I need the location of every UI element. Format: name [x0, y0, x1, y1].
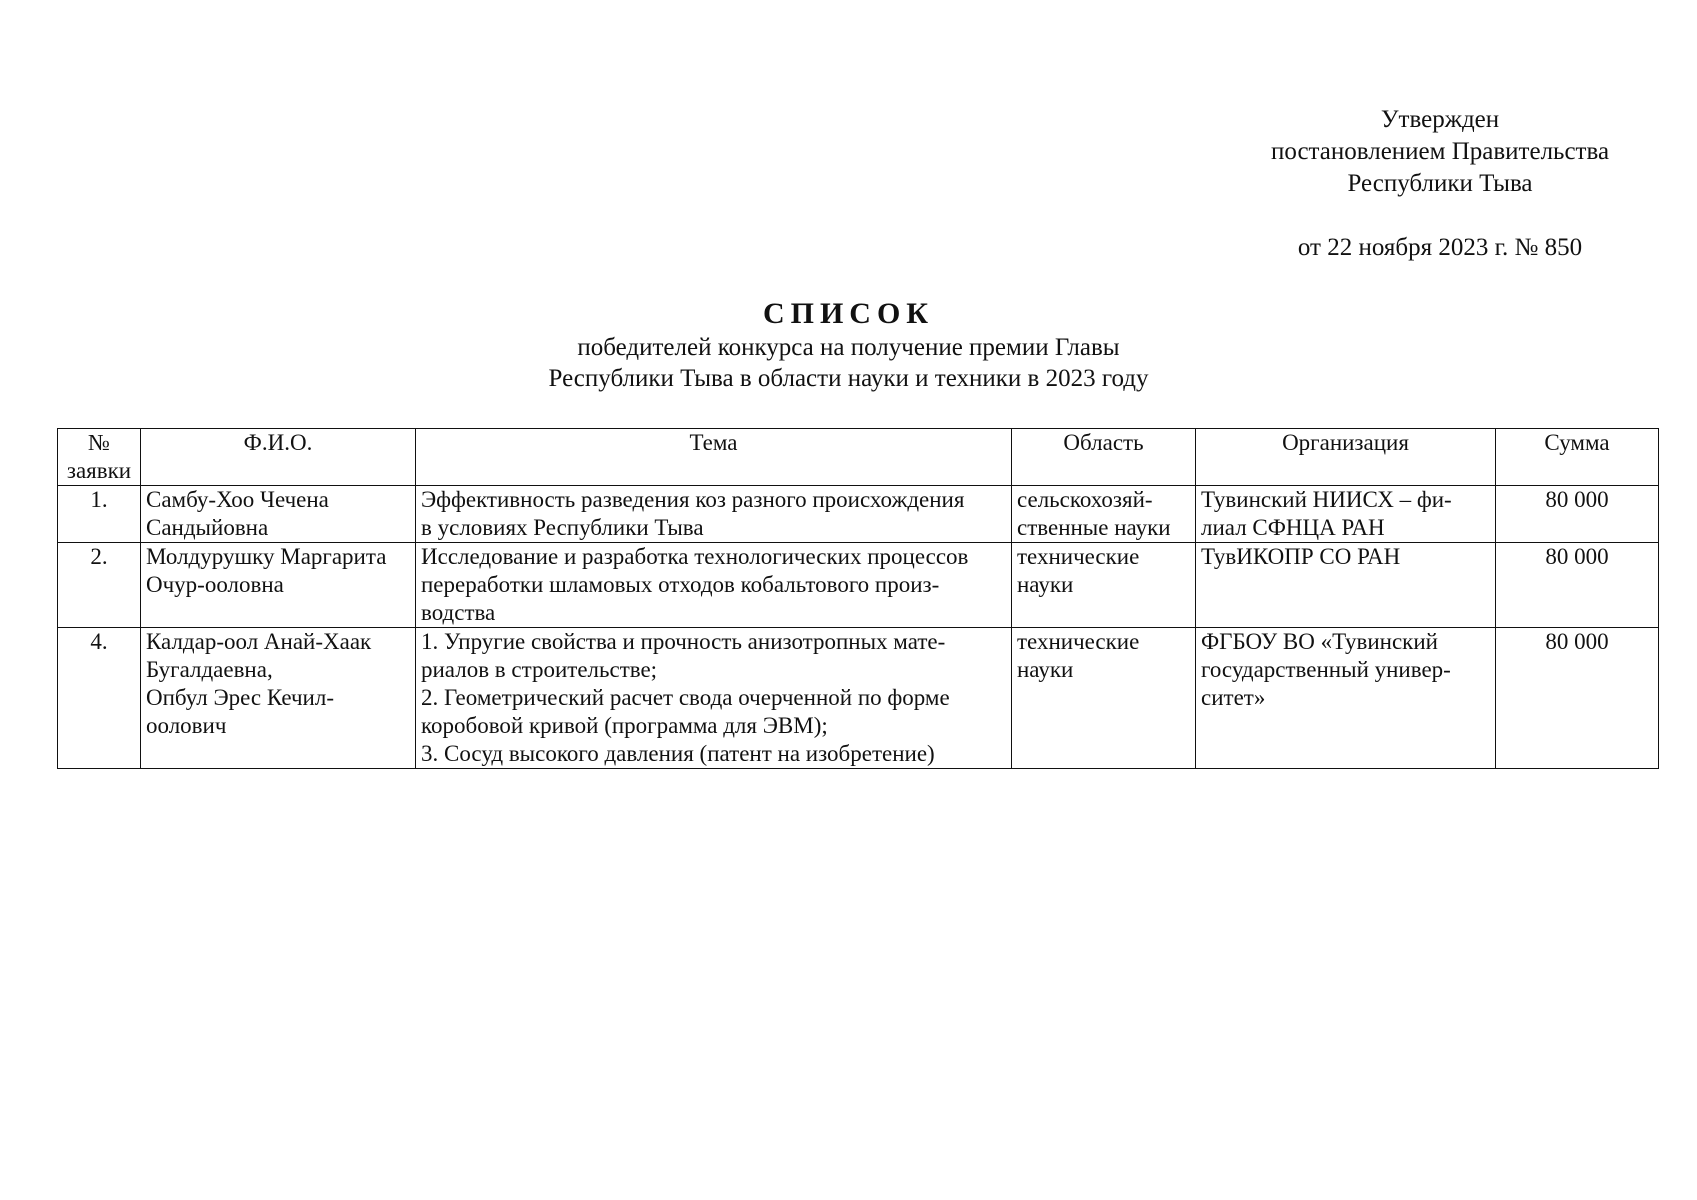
cell-full-name — [141, 486, 416, 543]
cell-field-line: технические — [1017, 629, 1140, 654]
cell-field — [1012, 628, 1196, 769]
cell-full-name-line: Калдар-оол Анай-Хаак — [146, 629, 372, 654]
winners-table — [57, 428, 1659, 769]
header-topic: Тема — [416, 429, 1012, 486]
approval-stamp — [1240, 104, 1640, 200]
cell-full-name-line: Опбул Эрес Кечил- — [146, 685, 334, 710]
cell-organization-line: ФГБОУ ВО «Тувинский — [1201, 629, 1438, 654]
cell-field — [1012, 486, 1196, 543]
cell-organization — [1196, 486, 1496, 543]
cell-field-line: ственные науки — [1017, 515, 1171, 540]
cell-application-number: 2. — [58, 543, 141, 628]
table-header-row — [58, 429, 1659, 486]
cell-organization-line: ТувИКОПР СО РАН — [1201, 544, 1401, 569]
cell-field-line: сельскохозяй- — [1017, 487, 1153, 512]
cell-organization-line: государственный универ- — [1201, 657, 1451, 682]
approval-line-republic: Республики Тыва — [1347, 170, 1533, 197]
cell-topic-line: в условиях Республики Тыва — [421, 515, 704, 540]
cell-full-name-line: Очур-ооловна — [146, 572, 284, 597]
cell-amount: 80 000 — [1496, 486, 1659, 543]
approval-line-approved: Утвержден — [1380, 106, 1500, 133]
cell-full-name-line: Молдурушку Маргарита — [146, 544, 387, 569]
table-body — [58, 486, 1659, 769]
cell-topic-line: Исследование и разработка технологических процессов — [421, 544, 969, 569]
cell-full-name-line: Бугалдаевна, — [146, 657, 273, 682]
cell-topic-line: 1. Упругие свойства и прочность анизотропных мате- — [421, 629, 946, 654]
table-row — [58, 543, 1659, 628]
header-full-name: Ф.И.О. — [141, 429, 416, 486]
cell-amount: 80 000 — [1496, 543, 1659, 628]
header-amount: Сумма — [1496, 429, 1659, 486]
header-organization: Организация — [1196, 429, 1496, 486]
cell-full-name-line: Сандыйовна — [146, 515, 269, 540]
document-subtitle-line2: Республики Тыва в области науки и техники в 2023 году — [548, 365, 1149, 392]
approval-line-resolution: постановлением Правительства — [1270, 138, 1610, 165]
table-row — [58, 486, 1659, 543]
cell-topic — [416, 628, 1012, 769]
cell-amount: 80 000 — [1496, 628, 1659, 769]
cell-field-line: технические — [1017, 544, 1140, 569]
document-subtitle-line1: победителей конкурса на получение премии Главы — [577, 334, 1120, 361]
cell-organization-line: Тувинский НИИСХ – фи- — [1201, 487, 1452, 512]
cell-topic-line: водства — [421, 600, 496, 625]
cell-full-name-line: оолович — [146, 713, 227, 738]
cell-application-number: 1. — [58, 486, 141, 543]
cell-topic — [416, 543, 1012, 628]
cell-field — [1012, 543, 1196, 628]
document-title-block — [0, 296, 1697, 394]
cell-topic-line: 2. Геометрический расчет свода очерченной по форме — [421, 685, 950, 710]
cell-topic-line: 3. Сосуд высокого давления (патент на изобретение) — [421, 741, 935, 766]
header-application-number: № заявки — [58, 429, 141, 486]
header-field: Область — [1012, 429, 1196, 486]
cell-application-number: 4. — [58, 628, 141, 769]
cell-full-name-line: Самбу-Хоо Чечена — [146, 487, 329, 512]
cell-topic-line: переработки шламовых отходов кобальтового произ- — [421, 572, 940, 597]
cell-organization-line: лиал СФНЦА РАН — [1201, 515, 1385, 540]
cell-full-name — [141, 628, 416, 769]
table-row — [58, 628, 1659, 769]
cell-topic-line: коробовой кривой (программа для ЭВМ); — [421, 713, 828, 738]
cell-topic-line: Эффективность разведения коз разного происхождения — [421, 487, 965, 512]
cell-organization — [1196, 628, 1496, 769]
approval-date: от 22 ноября 2023 г. № 850 — [1297, 234, 1583, 261]
cell-full-name — [141, 543, 416, 628]
cell-topic-line: риалов в строительстве; — [421, 657, 658, 682]
document-title: СПИСОК — [762, 297, 935, 330]
cell-organization-line: ситет» — [1201, 685, 1266, 710]
cell-topic — [416, 486, 1012, 543]
cell-field-line: науки — [1017, 657, 1074, 682]
cell-field-line: науки — [1017, 572, 1074, 597]
cell-organization — [1196, 543, 1496, 628]
